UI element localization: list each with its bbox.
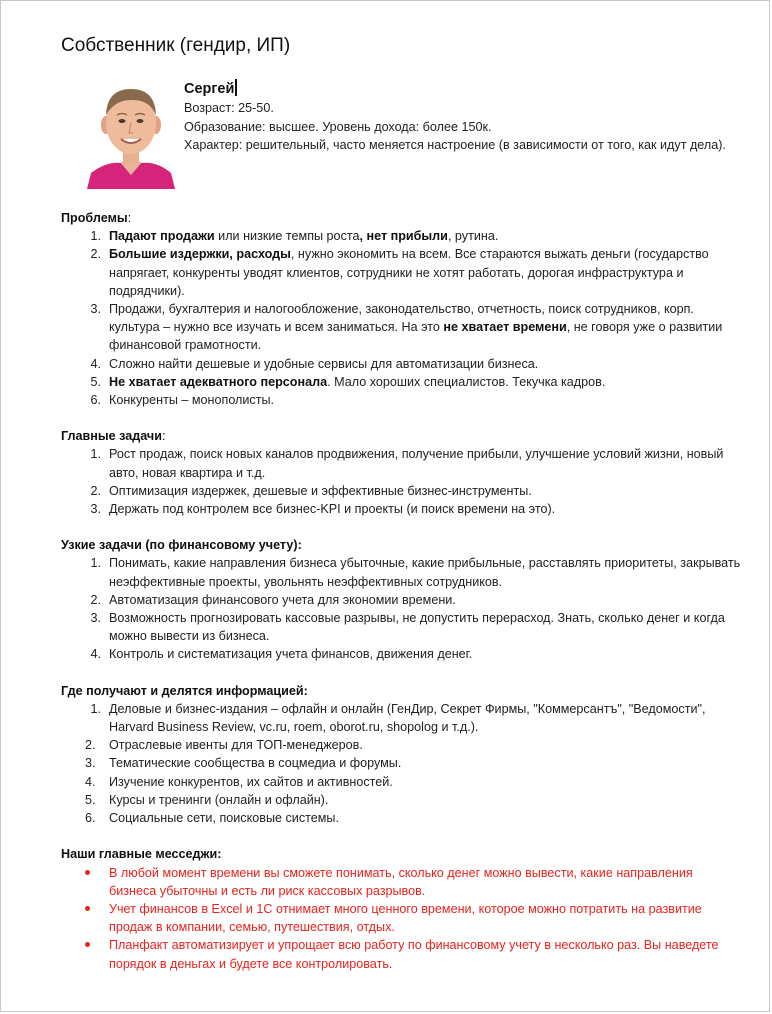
bullet-icon — [85, 942, 90, 947]
persona-profile — [184, 79, 744, 155]
tasks-list — [61, 445, 741, 518]
persona-education: Образование: высшее. Уровень дохода: более 150к. — [184, 119, 492, 134]
list-item: 2. Большие издержки, расходы, нужно экономить на всем. Все стараются выжать деньги (государство напрягает, конкуренты уводят клиентов, сотрудники не хотят работать, дорогая инфраструктура и подрядчики). — [90, 247, 709, 298]
document-title: Собственник (гендир, ИП) — [61, 35, 291, 56]
list-item: 2. Отраслевые ивенты для ТОП-менеджеров. — [85, 738, 363, 753]
list-item: 3. Возможность прогнозировать кассовые разрывы, не допустить перерасход. Знать, сколько денег и когда можно вывести из бизнеса. — [90, 611, 725, 644]
tasks-section — [61, 427, 741, 518]
list-item: 4. Изучение конкурентов, их сайтов и активностей. — [85, 774, 393, 789]
persona-name: Сергей — [184, 79, 744, 99]
list-item: 6. Конкуренты – монополисты. — [90, 393, 275, 408]
narrow-tasks-heading: Узкие задачи (по финансовому учету): — [61, 538, 302, 553]
messages-heading: Наши главные месседжи: — [61, 847, 222, 862]
tasks-heading: Главные задачи: — [61, 429, 166, 444]
list-item: Учет финансов в Excel и 1С отнимает много ценного времени, которое можно потратить на развитие продаж в компании, семью, путешествия, отдых. — [61, 900, 741, 936]
info-sources-section — [61, 682, 741, 828]
list-item: Планфакт автоматизирует и упрощает всю работу по финансовому учету в несколько раз. Вы наведете порядок в деньгах и будете все контролировать. — [61, 936, 741, 972]
bullet-icon — [85, 906, 90, 911]
list-item: 3. Продажи, бухгалтерия и налогообложение, законодательство, отчетность, поиск сотрудников, корп. культура – нужно все изучать и всем заниматься. На это не хватает времени, не говоря уже о развитии финансовой грамотности. — [90, 302, 723, 353]
persona-age: Возраст: 25-50. — [184, 101, 274, 115]
list-item: 1. Рост продаж, поиск новых каналов продвижения, получение прибыли, улучшение условий жизни, новый авто, новая квартира и т.д. — [90, 447, 724, 480]
list-item: 1. Падают продажи или низкие темпы роста, нет прибыли, рутина. — [90, 229, 499, 244]
list-item: 6. Социальные сети, поисковые системы. — [85, 811, 339, 826]
info-sources-heading: Где получают и делятся информацией: — [61, 683, 308, 698]
problems-list — [61, 227, 741, 409]
list-item: 3. Держать под контролем все бизнес-KPI и проекты (и поиск времени на это). — [90, 502, 556, 517]
info-sources-list — [61, 700, 741, 827]
problems-heading: Проблемы: — [61, 211, 132, 225]
problems-section — [61, 209, 741, 409]
narrow-tasks-list — [61, 554, 741, 663]
list-item: 4. Контроль и систематизация учета финансов, движения денег. — [90, 647, 473, 662]
messages-section — [61, 845, 741, 972]
list-item: 2. Оптимизация издержек, дешевые и эффективные бизнес-инструменты. — [90, 483, 532, 498]
list-item: 1. Понимать, какие направления бизнеса убыточные, какие прибыльные, расставлять приоритеты, закрывать неэффективные проекты, увольнять неэффективных сотрудников. — [90, 556, 741, 589]
list-item: 5. Курсы и тренинги (онлайн и офлайн). — [85, 792, 329, 807]
text-cursor — [235, 79, 237, 96]
document-body — [61, 209, 741, 991]
list-item: В любой момент времени вы сможете понимать, сколько денег можно вывести, какие направления бизнеса убыточны и есть ли риск кассовых разрывов. — [61, 864, 741, 900]
list-item: 3. Тематические сообщества в соцмедиа и форумы. — [85, 756, 402, 771]
list-item: 5. Не хватает адекватного персонала. Мало хороших специалистов. Текучка кадров. — [90, 374, 606, 389]
persona-character: Характер: решительный, часто меняется настроение (в зависимости от того, как идут дела). — [184, 138, 726, 152]
list-item: 2. Автоматизация финансового учета для экономии времени. — [90, 592, 456, 607]
persona-photo — [87, 81, 175, 189]
messages-list — [61, 864, 741, 973]
bullet-icon — [85, 870, 90, 875]
narrow-tasks-section — [61, 536, 741, 663]
list-item: 4. Сложно найти дешевые и удобные сервисы для автоматизации бизнеса. — [90, 356, 539, 371]
list-item: 1. Деловые и бизнес-издания – офлайн и онлайн (ГенДир, Секрет Фирмы, "Коммерсантъ", "Ведомости", Harvard Business Review, vc.ru, roem, oborot.ru, shopolog и т.д.). — [90, 701, 706, 735]
